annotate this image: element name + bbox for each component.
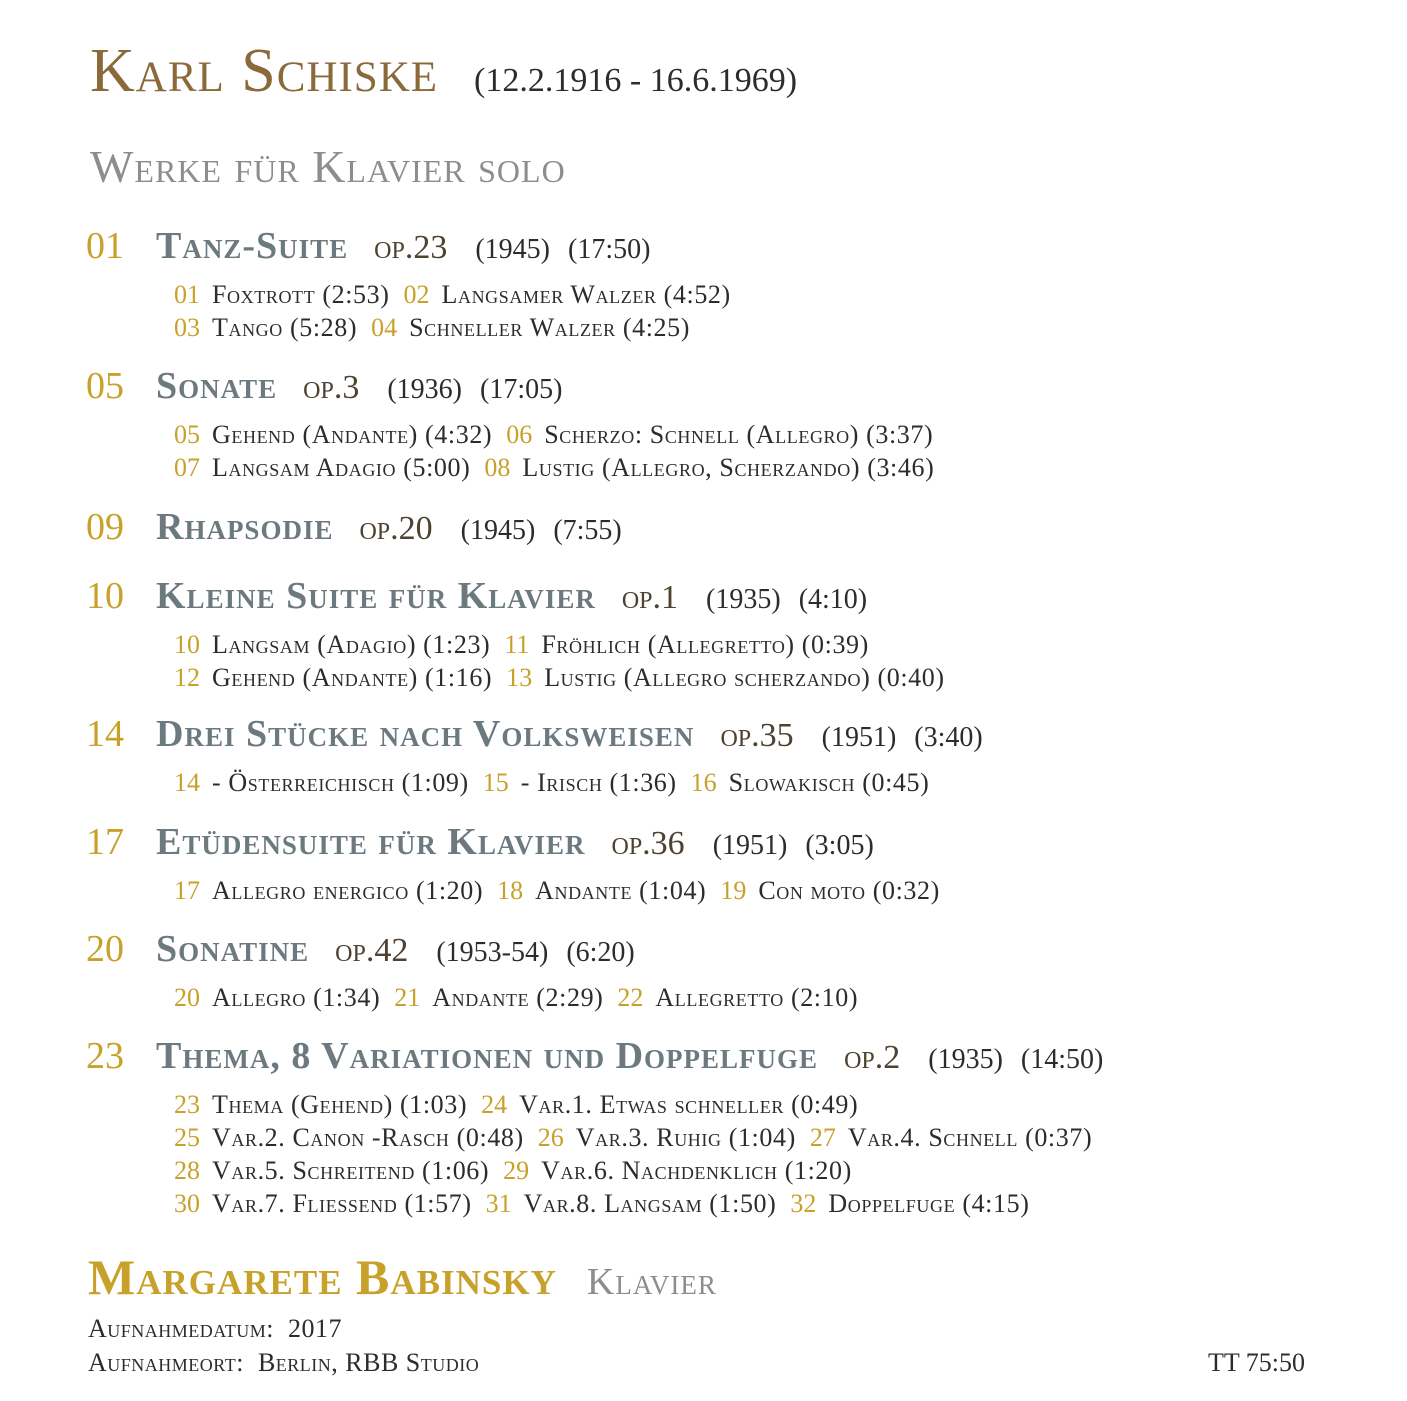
work-number: 10 — [86, 575, 124, 617]
movement-item — [174, 1156, 489, 1185]
work-opus: op.3 — [303, 369, 360, 406]
track-number: 10 — [174, 630, 200, 659]
work-number: 23 — [86, 1035, 124, 1077]
movement-item — [486, 1189, 777, 1218]
track-label: Var.1. Etwas schneller (0:49) — [519, 1090, 859, 1119]
work-year: (1945) — [460, 515, 536, 546]
work-heading — [86, 820, 954, 864]
performer-name: Margarete Babinsky — [88, 1249, 557, 1305]
track-label: Langsam (Adagio) (1:23) — [212, 630, 491, 659]
work-title: Etüdensuite für Klavier — [156, 821, 586, 863]
work-heading — [86, 364, 948, 408]
work-title: Kleine Suite für Klavier — [156, 575, 596, 617]
track-number: 22 — [617, 983, 644, 1012]
movement-line — [174, 1088, 1106, 1121]
track-number: 07 — [174, 453, 200, 482]
movement-list — [174, 418, 948, 484]
work-opus: op.42 — [335, 932, 409, 969]
movement-list — [174, 1088, 1106, 1220]
movement-item — [691, 768, 930, 797]
track-label: Schneller Walzer (4:25) — [409, 313, 690, 342]
work-block — [86, 820, 954, 907]
movement-item — [371, 313, 690, 342]
movement-item — [174, 768, 469, 797]
track-number: 23 — [174, 1090, 200, 1119]
movement-item — [503, 1156, 852, 1185]
movement-line — [174, 451, 948, 484]
recording-date — [88, 1314, 342, 1344]
track-number: 25 — [174, 1123, 200, 1152]
work-year: (1936) — [387, 374, 462, 405]
movement-list — [174, 278, 745, 344]
work-title: Tanz-Suite — [156, 225, 349, 267]
movement-item — [483, 768, 677, 797]
track-label: Andante (2:29) — [432, 983, 604, 1012]
track-number: 27 — [809, 1123, 836, 1152]
track-label: Allegro (1:34) — [212, 983, 381, 1012]
work-opus: op.1 — [621, 579, 679, 616]
movement-item — [174, 1189, 472, 1218]
work-number: 09 — [86, 506, 124, 548]
work-duration: (17:05) — [480, 374, 563, 405]
track-label: Gehend (Andante) (4:32) — [212, 420, 493, 449]
work-block — [86, 1034, 1106, 1220]
track-number: 30 — [174, 1189, 200, 1218]
movement-line — [174, 661, 959, 694]
movement-item — [538, 1123, 796, 1152]
work-year: (1953-54) — [436, 937, 549, 968]
work-duration: (14:50) — [1020, 1044, 1104, 1075]
track-number: 16 — [690, 768, 717, 797]
movement-item — [790, 1189, 1029, 1218]
recording-place-label: Aufnahmeort: — [88, 1348, 244, 1377]
movement-item — [174, 453, 470, 482]
track-number: 01 — [174, 280, 200, 309]
work-number: 01 — [86, 225, 124, 267]
work-opus: op.23 — [374, 229, 448, 266]
movement-line — [174, 874, 954, 907]
track-label: Andante (1:04) — [535, 876, 707, 905]
composer-name: Karl Schiske — [90, 37, 439, 105]
work-duration: (7:55) — [553, 515, 622, 546]
movement-list — [174, 628, 959, 694]
track-label: Var.7. Fliessend (1:57) — [212, 1189, 472, 1218]
movement-list — [174, 874, 954, 907]
work-block — [86, 927, 872, 1014]
track-number: 04 — [371, 313, 398, 342]
track-number: 26 — [537, 1123, 564, 1152]
movement-list — [174, 981, 872, 1014]
work-duration: (3:40) — [914, 722, 983, 753]
track-number: 18 — [497, 876, 524, 905]
track-number: 20 — [174, 983, 200, 1012]
movement-item — [174, 280, 390, 309]
track-number: 06 — [506, 420, 533, 449]
track-label: Var.3. Ruhig (1:04) — [575, 1123, 796, 1152]
track-label: Allegretto (2:10) — [655, 983, 859, 1012]
work-heading — [86, 927, 872, 971]
movement-item — [720, 876, 940, 905]
movement-item — [174, 983, 380, 1012]
movement-item — [174, 663, 492, 692]
work-block — [86, 224, 745, 344]
album-subtitle: Werke für Klavier solo — [90, 141, 566, 192]
movement-item — [174, 420, 492, 449]
recording-date-value: 2017 — [288, 1314, 343, 1343]
track-number: 15 — [482, 768, 509, 797]
work-heading — [86, 505, 622, 549]
movement-item — [497, 876, 706, 905]
movement-item — [174, 630, 490, 659]
track-label: - Irisch (1:36) — [520, 768, 677, 797]
movement-item — [174, 313, 357, 342]
track-label: Slowakisch (0:45) — [728, 768, 930, 797]
work-number: 05 — [86, 365, 124, 407]
work-number: 14 — [86, 713, 124, 755]
track-number: 12 — [174, 663, 200, 692]
work-heading — [86, 224, 745, 268]
work-opus: op.20 — [359, 510, 433, 547]
work-year: (1935) — [928, 1044, 1003, 1075]
movement-item — [504, 630, 869, 659]
work-block — [86, 712, 983, 799]
recording-place-value: Berlin, RBB Studio — [257, 1348, 480, 1377]
work-title: Drei Stücke nach Volksweisen — [156, 713, 695, 755]
work-opus: op.35 — [720, 717, 794, 754]
movement-item — [481, 1090, 858, 1119]
movement-item — [617, 983, 858, 1012]
track-number: 32 — [790, 1189, 817, 1218]
movement-line — [174, 1121, 1106, 1154]
track-label: Langsamer Walzer (4:52) — [441, 280, 731, 309]
movement-line — [174, 766, 983, 799]
track-label: Tango (5:28) — [212, 313, 358, 342]
track-number: 19 — [720, 876, 747, 905]
track-number: 17 — [174, 876, 200, 905]
track-label: Var.8. Langsam (1:50) — [523, 1189, 777, 1218]
composer-header — [90, 36, 797, 107]
movement-line — [174, 981, 872, 1014]
track-number: 03 — [174, 313, 200, 342]
track-label: - Österreichisch (1:09) — [212, 768, 469, 797]
movement-item — [394, 983, 603, 1012]
total-time: TT 75:50 — [1207, 1348, 1305, 1377]
movement-line — [174, 418, 948, 451]
movement-item — [484, 453, 934, 482]
track-label: Gehend (Andante) (1:16) — [212, 663, 493, 692]
movement-item — [174, 1123, 524, 1152]
work-title: Sonate — [156, 365, 278, 407]
track-label: Allegro energico (1:20) — [212, 876, 484, 905]
work-opus: op.36 — [611, 825, 685, 862]
recording-date-label: Aufnahmedatum: — [88, 1314, 275, 1343]
work-year: (1935) — [706, 584, 781, 615]
track-number: 11 — [504, 630, 530, 659]
work-duration: (6:20) — [566, 937, 635, 968]
movement-line — [174, 278, 745, 311]
work-number: 17 — [86, 821, 124, 863]
track-number: 24 — [481, 1090, 508, 1119]
work-number: 20 — [86, 928, 124, 970]
track-number: 28 — [174, 1156, 200, 1185]
movement-item — [506, 663, 944, 692]
movement-line — [174, 1154, 1106, 1187]
track-label: Var.2. Canon -Rasch (0:48) — [212, 1123, 524, 1152]
composer-dates: (12.2.1916 - 16.6.1969) — [474, 62, 798, 99]
work-title: Thema, 8 Variationen und Doppelfuge — [156, 1035, 819, 1077]
track-label: Var.4. Schnell (0:37) — [847, 1123, 1093, 1152]
track-number: 29 — [503, 1156, 530, 1185]
track-number: 31 — [485, 1189, 512, 1218]
work-duration: (3:05) — [805, 830, 874, 861]
track-label: Con moto (0:32) — [758, 876, 940, 905]
track-label: Thema (Gehend) (1:03) — [212, 1090, 468, 1119]
work-duration: (17:50) — [568, 234, 651, 265]
movement-item — [174, 876, 483, 905]
movement-list — [174, 766, 983, 799]
work-block — [86, 574, 959, 694]
track-label: Fröhlich (Allegretto) (0:39) — [541, 630, 869, 659]
performer-instrument: Klavier — [586, 1261, 717, 1303]
movement-line — [174, 628, 959, 661]
work-heading — [86, 574, 959, 618]
track-number: 08 — [484, 453, 511, 482]
movement-line — [174, 1187, 1106, 1220]
track-number: 02 — [403, 280, 430, 309]
track-label: Var.5. Schreitend (1:06) — [212, 1156, 490, 1185]
work-year: (1945) — [475, 234, 551, 265]
track-label: Foxtrott (2:53) — [212, 280, 390, 309]
track-number: 14 — [174, 768, 200, 797]
track-number: 05 — [174, 420, 200, 449]
work-heading — [86, 1034, 1106, 1078]
track-number: 21 — [394, 983, 421, 1012]
work-opus: op.2 — [844, 1039, 901, 1076]
track-label: Scherzo: Schnell (Allegro) (3:37) — [544, 420, 934, 449]
work-block — [86, 364, 948, 484]
work-year: (1951) — [712, 830, 788, 861]
movement-item — [810, 1123, 1092, 1152]
movement-item — [174, 1090, 467, 1119]
track-label: Doppelfuge (4:15) — [828, 1189, 1030, 1218]
work-duration: (4:10) — [798, 584, 868, 615]
recording-place — [88, 1348, 479, 1378]
track-label: Var.6. Nachdenklich (1:20) — [541, 1156, 852, 1185]
track-label: Langsam Adagio (5:00) — [212, 453, 471, 482]
work-year: (1951) — [821, 722, 897, 753]
track-number: 13 — [506, 663, 533, 692]
movement-line — [174, 311, 745, 344]
work-title: Rhapsodie — [156, 506, 334, 548]
movement-item — [506, 420, 933, 449]
work-title: Sonatine — [156, 928, 310, 970]
performer — [88, 1248, 717, 1306]
work-heading — [86, 712, 983, 756]
work-block — [86, 505, 622, 549]
track-label: Lustig (Allegro, Scherzando) (3:46) — [522, 453, 935, 482]
movement-item — [404, 280, 731, 309]
track-label: Lustig (Allegro scherzando) (0:40) — [544, 663, 945, 692]
